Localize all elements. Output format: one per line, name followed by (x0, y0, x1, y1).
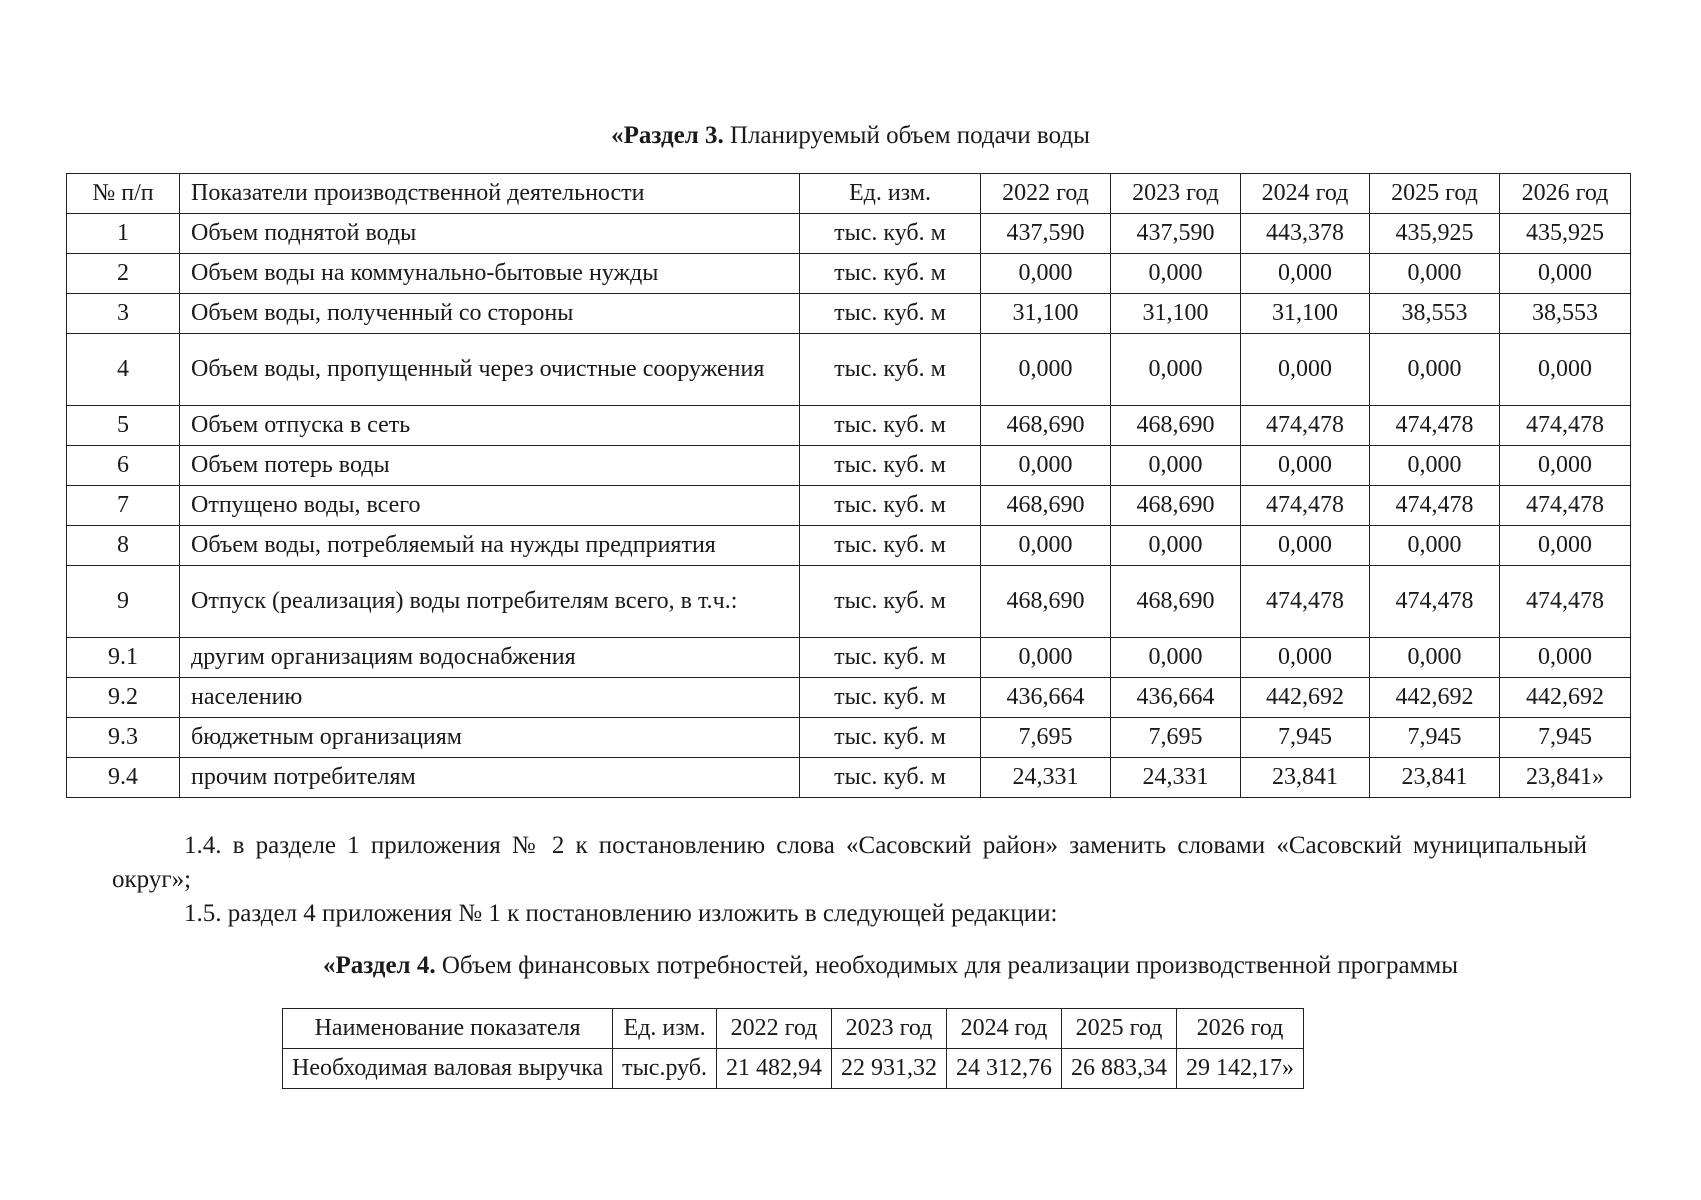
row-value-2023: 0,000 (1111, 254, 1241, 294)
table-row (67, 526, 1631, 566)
header-cell-2025: 2025 год (1370, 174, 1500, 214)
row-value-2023: 0,000 (1111, 526, 1241, 566)
financial-needs-table (282, 1008, 1304, 1089)
header-cell-indicator-name: Наименование показателя (283, 1009, 613, 1049)
row-value-2024: 0,000 (1241, 254, 1370, 294)
row-value-2025: 0,000 (1370, 638, 1500, 678)
header-cell-2024: 2024 год (1241, 174, 1370, 214)
row-value-2026: 7,945 (1500, 718, 1631, 758)
row-value-2024: 31,100 (1241, 294, 1370, 334)
row-unit: тыс. куб. м (800, 214, 981, 254)
row-indicator: Необходимая валовая выручка (283, 1049, 613, 1089)
section-3-heading-text: Планируемый объем подачи воды (723, 122, 1090, 149)
row-value-2022: 21 482,94 (717, 1049, 832, 1089)
row-value-2024: 474,478 (1241, 566, 1370, 638)
row-value-2026: 442,692 (1500, 678, 1631, 718)
table-row (67, 446, 1631, 486)
row-value-2022: 437,590 (981, 214, 1111, 254)
row-value-2025: 435,925 (1370, 214, 1500, 254)
row-indicator: прочим потребителям (180, 758, 800, 798)
row-value-2023: 468,690 (1111, 406, 1241, 446)
row-unit: тыс. куб. м (800, 638, 981, 678)
row-unit: тыс. куб. м (800, 758, 981, 798)
row-value-2023: 0,000 (1111, 446, 1241, 486)
row-value-2026: 0,000 (1500, 526, 1631, 566)
row-value-2023: 437,590 (1111, 214, 1241, 254)
table-row (67, 638, 1631, 678)
row-value-2025: 0,000 (1370, 526, 1500, 566)
header-cell-2022: 2022 год (981, 174, 1111, 214)
row-value-2026: 38,553 (1500, 294, 1631, 334)
row-number: 3 (67, 294, 180, 334)
row-value-2025: 474,478 (1370, 406, 1500, 446)
row-number: 8 (67, 526, 180, 566)
row-indicator: Объем отпуска в сеть (180, 406, 800, 446)
row-value-2022: 7,695 (981, 718, 1111, 758)
row-unit: тыс. куб. м (800, 566, 981, 638)
table-row (67, 718, 1631, 758)
row-value-2023: 24,331 (1111, 758, 1241, 798)
row-value-2022: 0,000 (981, 334, 1111, 406)
row-value-2025: 442,692 (1370, 678, 1500, 718)
table-row (67, 678, 1631, 718)
row-value-2024: 0,000 (1241, 446, 1370, 486)
row-value-2026: 0,000 (1500, 638, 1631, 678)
row-value-2022: 468,690 (981, 486, 1111, 526)
row-value-2024: 24 312,76 (947, 1049, 1062, 1089)
row-value-2023: 7,695 (1111, 718, 1241, 758)
row-unit: тыс. куб. м (800, 294, 981, 334)
row-value-2024: 0,000 (1241, 526, 1370, 566)
section-4-heading-text: Объем финансовых потребностей, необходимых для реализации производственной программы (435, 952, 1459, 979)
row-value-2024: 0,000 (1241, 638, 1370, 678)
row-value-2022: 0,000 (981, 446, 1111, 486)
row-value-2025: 23,841 (1370, 758, 1500, 798)
header-cell-2026: 2026 год (1500, 174, 1631, 214)
row-value-2023: 436,664 (1111, 678, 1241, 718)
row-unit: тыс.руб. (613, 1049, 717, 1089)
row-value-2024: 7,945 (1241, 718, 1370, 758)
row-value-2024: 443,378 (1241, 214, 1370, 254)
row-value-2025: 7,945 (1370, 718, 1500, 758)
section-4-heading-bold: «Раздел 4. (322, 952, 436, 979)
row-value-2025: 0,000 (1370, 334, 1500, 406)
row-value-2026: 29 142,17» (1177, 1049, 1304, 1089)
row-indicator: Объем воды, пропущенный через очистные сооружения (180, 334, 800, 406)
row-value-2025: 26 883,34 (1062, 1049, 1177, 1089)
table-row (67, 334, 1631, 406)
row-value-2022: 0,000 (981, 254, 1111, 294)
table-row (67, 214, 1631, 254)
row-value-2025: 0,000 (1370, 446, 1500, 486)
row-value-2025: 474,478 (1370, 486, 1500, 526)
row-value-2023: 22 931,32 (832, 1049, 947, 1089)
header-cell-2026: 2026 год (1177, 1009, 1304, 1049)
row-value-2026: 0,000 (1500, 446, 1631, 486)
row-value-2026: 474,478 (1500, 406, 1631, 446)
row-value-2026: 23,841» (1500, 758, 1631, 798)
row-indicator: Объем потерь воды (180, 446, 800, 486)
row-value-2024: 474,478 (1241, 486, 1370, 526)
paragraph-1-5: 1.5. раздел 4 приложения № 1 к постановлению изложить в следующей редакции: (184, 900, 1058, 927)
row-indicator: Объем воды, полученный со стороны (180, 294, 800, 334)
row-unit: тыс. куб. м (800, 486, 981, 526)
row-value-2026: 0,000 (1500, 254, 1631, 294)
row-number: 1 (67, 214, 180, 254)
section-3-heading (0, 121, 1701, 151)
row-indicator: бюджетным организациям (180, 718, 800, 758)
table-row (67, 254, 1631, 294)
row-value-2022: 0,000 (981, 526, 1111, 566)
row-indicator: Объем поднятой воды (180, 214, 800, 254)
section-3-heading-bold: «Раздел 3. (611, 122, 724, 149)
row-value-2026: 474,478 (1500, 486, 1631, 526)
row-value-2023: 468,690 (1111, 566, 1241, 638)
row-indicator: Объем воды, потребляемый на нужды предприятия (180, 526, 800, 566)
row-unit: тыс. куб. м (800, 718, 981, 758)
header-cell-2023: 2023 год (832, 1009, 947, 1049)
row-unit: тыс. куб. м (800, 254, 981, 294)
water-supply-table (66, 173, 1631, 798)
header-cell-number: № п/п (67, 174, 180, 214)
row-value-2022: 24,331 (981, 758, 1111, 798)
row-value-2022: 468,690 (981, 406, 1111, 446)
row-unit: тыс. куб. м (800, 334, 981, 406)
row-value-2026: 474,478 (1500, 566, 1631, 638)
row-value-2022: 436,664 (981, 678, 1111, 718)
row-value-2024: 442,692 (1241, 678, 1370, 718)
paragraph-1-4: 1.4. в разделе 1 приложения № 2 к постановлению слова «Сасовский район» заменить словами «Сасовский муниципальный округ»; (112, 832, 1587, 893)
row-value-2025: 474,478 (1370, 566, 1500, 638)
row-number: 9 (67, 566, 180, 638)
row-value-2025: 0,000 (1370, 254, 1500, 294)
table-header-row (67, 174, 1631, 214)
table-row (67, 486, 1631, 526)
table-row (67, 294, 1631, 334)
table-row (67, 566, 1631, 638)
row-value-2023: 468,690 (1111, 486, 1241, 526)
row-indicator: населению (180, 678, 800, 718)
row-value-2024: 23,841 (1241, 758, 1370, 798)
header-cell-indicator: Показатели производственной деятельности (180, 174, 800, 214)
row-value-2024: 474,478 (1241, 406, 1370, 446)
row-value-2023: 0,000 (1111, 334, 1241, 406)
row-indicator: Объем воды на коммунально-бытовые нужды (180, 254, 800, 294)
header-cell-2025: 2025 год (1062, 1009, 1177, 1049)
row-value-2022: 31,100 (981, 294, 1111, 334)
row-value-2022: 0,000 (981, 638, 1111, 678)
header-cell-2022: 2022 год (717, 1009, 832, 1049)
row-value-2023: 31,100 (1111, 294, 1241, 334)
row-unit: тыс. куб. м (800, 678, 981, 718)
table-row (67, 758, 1631, 798)
row-number: 6 (67, 446, 180, 486)
row-unit: тыс. куб. м (800, 526, 981, 566)
row-value-2023: 0,000 (1111, 638, 1241, 678)
row-value-2026: 0,000 (1500, 334, 1631, 406)
row-unit: тыс. куб. м (800, 446, 981, 486)
row-number: 5 (67, 406, 180, 446)
table-header-row (283, 1009, 1304, 1049)
row-number: 9.1 (67, 638, 180, 678)
row-number: 9.3 (67, 718, 180, 758)
row-number: 2 (67, 254, 180, 294)
row-value-2022: 468,690 (981, 566, 1111, 638)
row-indicator: другим организациям водоснабжения (180, 638, 800, 678)
row-value-2025: 38,553 (1370, 294, 1500, 334)
row-number: 9.4 (67, 758, 180, 798)
row-indicator: Отпущено воды, всего (180, 486, 800, 526)
row-indicator: Отпуск (реализация) воды потребителям всего, в т.ч.: (180, 566, 800, 638)
row-number: 9.2 (67, 678, 180, 718)
table-row (67, 406, 1631, 446)
row-value-2024: 0,000 (1241, 334, 1370, 406)
header-cell-unit: Ед. изм. (613, 1009, 717, 1049)
row-value-2026: 435,925 (1500, 214, 1631, 254)
header-cell-2023: 2023 год (1111, 174, 1241, 214)
header-cell-unit: Ед. изм. (800, 174, 981, 214)
header-cell-2024: 2024 год (947, 1009, 1062, 1049)
section-4-heading (40, 951, 1701, 981)
row-number: 7 (67, 486, 180, 526)
row-number: 4 (67, 334, 180, 406)
row-unit: тыс. куб. м (800, 406, 981, 446)
table-row (283, 1049, 1304, 1089)
